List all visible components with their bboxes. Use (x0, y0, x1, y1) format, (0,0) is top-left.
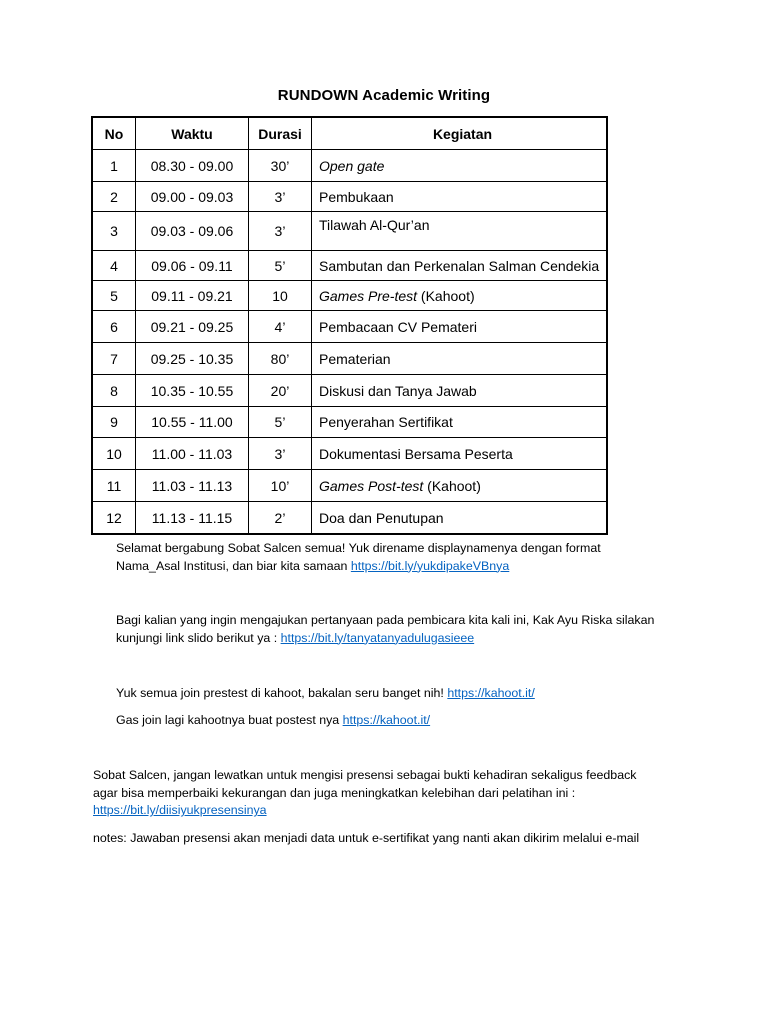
cell-waktu: 09.21 - 09.25 (136, 311, 249, 343)
column-header-kegiatan: Kegiatan (312, 117, 608, 150)
question-message (116, 612, 654, 647)
kegiatan-text: Games Post-test (319, 477, 424, 494)
cell-no: 6 (92, 311, 136, 343)
cell-waktu: 11.13 - 11.15 (136, 502, 249, 535)
cell-durasi: 80’ (249, 343, 312, 375)
cell-durasi: 2’ (249, 502, 312, 535)
cell-kegiatan (312, 502, 608, 535)
cell-waktu: 10.55 - 11.00 (136, 407, 249, 438)
pretest-kahoot-link[interactable]: https://kahoot.it/ (447, 686, 535, 700)
welcome-message (116, 540, 601, 575)
table-row (92, 470, 607, 502)
cell-no: 10 (92, 438, 136, 470)
kegiatan-text: Pematerian (319, 350, 391, 367)
column-header-durasi: Durasi (249, 117, 312, 150)
question-text-line2: kunjungi link slido berikut ya : (116, 630, 281, 645)
rundown-table (91, 116, 608, 535)
cell-no: 7 (92, 343, 136, 375)
cell-kegiatan (312, 407, 608, 438)
kegiatan-text: Dokumentasi Bersama Peserta (319, 445, 513, 462)
cell-no: 1 (92, 150, 136, 182)
cell-no: 8 (92, 375, 136, 407)
cell-waktu: 09.06 - 09.11 (136, 251, 249, 281)
cell-durasi: 5’ (249, 251, 312, 281)
cell-durasi: 30’ (249, 150, 312, 182)
column-header-no: No (92, 117, 136, 150)
cell-kegiatan (312, 212, 608, 251)
cell-no: 11 (92, 470, 136, 502)
welcome-text-line2: Nama_Asal Institusi, dan biar kita samaan (116, 558, 351, 573)
kegiatan-text: Penyerahan Sertifikat (319, 414, 453, 430)
cell-kegiatan (312, 311, 608, 343)
cell-kegiatan (312, 375, 608, 407)
presensi-message (93, 767, 636, 820)
cell-waktu: 11.03 - 11.13 (136, 470, 249, 502)
posttest-kahoot-link[interactable]: https://kahoot.it/ (342, 713, 431, 727)
presensi-text-line2: agar bisa memperbaiki kekurangan dan juga meningkatkan kelebihan dari pelatihan ini : (93, 785, 576, 800)
kegiatan-text: Open gate (319, 157, 385, 174)
cell-waktu: 11.00 - 11.03 (136, 438, 249, 470)
table-row (92, 311, 607, 343)
cell-no: 9 (92, 407, 136, 438)
kegiatan-text: Doa dan Penutupan (319, 509, 444, 526)
cell-durasi: 10 (249, 281, 312, 311)
table-body (92, 150, 607, 535)
kegiatan-suffix: (Kahoot) (417, 287, 475, 304)
column-header-waktu: Waktu (136, 117, 249, 150)
cell-durasi: 3’ (249, 438, 312, 470)
posttest-text: Gas join lagi kahootnya buat postest nya (116, 713, 343, 727)
cell-kegiatan (312, 438, 608, 470)
pretest-text: Yuk semua join prestest di kahoot, bakalan seru banget nih! (116, 686, 448, 700)
table-row (92, 502, 607, 535)
cell-durasi: 3’ (249, 182, 312, 212)
kegiatan-text: Diskusi dan Tanya Jawab (319, 382, 477, 399)
table-row (92, 150, 607, 182)
welcome-text-line1: Selamat bergabung Sobat Salcen semua! Yuk direname displaynamenya dengan format (116, 541, 601, 555)
posttest-message (116, 712, 430, 730)
rename-link[interactable]: https://bit.ly/yukdipakeVBnya (350, 558, 510, 573)
cell-no: 3 (92, 212, 136, 251)
slido-link[interactable]: https://bit.ly/tanyatanyadulugasieee (280, 630, 475, 645)
cell-no: 12 (92, 502, 136, 535)
cell-kegiatan (312, 251, 608, 281)
kegiatan-text: Games Pre-test (319, 287, 418, 304)
cell-kegiatan (312, 150, 608, 182)
cell-durasi: 4’ (249, 311, 312, 343)
pretest-message (116, 685, 535, 703)
cell-durasi: 10’ (249, 470, 312, 502)
cell-durasi: 3’ (249, 212, 312, 251)
table-row (92, 182, 607, 212)
table-row (92, 251, 607, 281)
cell-waktu: 09.25 - 10.35 (136, 343, 249, 375)
table-header-row (92, 117, 607, 150)
cell-waktu: 09.11 - 09.21 (136, 281, 249, 311)
cell-kegiatan (312, 470, 608, 502)
cell-no: 2 (92, 182, 136, 212)
kegiatan-text: Pembacaan CV Pemateri (319, 318, 477, 335)
presensi-text-line1: Sobat Salcen, jangan lewatkan untuk mengisi presensi sebagai bukti kehadiran sekaligus feedback (93, 768, 637, 782)
kegiatan-suffix: (Kahoot) (423, 477, 481, 494)
document-title: RUNDOWN Academic Writing (277, 87, 491, 104)
table-row (92, 343, 607, 375)
table-row (92, 212, 607, 251)
table-row (92, 375, 607, 407)
cell-waktu: 08.30 - 09.00 (136, 150, 249, 182)
table-row (92, 438, 607, 470)
notes-text: notes: Jawaban presensi akan menjadi data untuk e-sertifikat yang nanti akan dikirim melalui e-mail (93, 831, 640, 845)
cell-waktu: 10.35 - 10.55 (136, 375, 249, 407)
kegiatan-text: Sambutan dan Perkenalan Salman Cendekia (319, 257, 600, 274)
cell-no: 4 (92, 251, 136, 281)
table-row (92, 281, 607, 311)
cell-waktu: 09.00 - 09.03 (136, 182, 249, 212)
cell-durasi: 20’ (249, 375, 312, 407)
question-text-line1: Bagi kalian yang ingin mengajukan pertanyaan pada pembicara kita kali ini, Kak Ayu Riska silakan (116, 613, 655, 627)
presensi-link[interactable]: https://bit.ly/diisiyukpresensinya (93, 803, 267, 817)
table-row (92, 407, 607, 438)
cell-waktu: 09.03 - 09.06 (136, 212, 249, 251)
kegiatan-text: Pembukaan (319, 188, 394, 205)
cell-kegiatan (312, 182, 608, 212)
cell-no: 5 (92, 281, 136, 311)
cell-kegiatan (312, 343, 608, 375)
kegiatan-text: Tilawah Al-Qur’an (319, 217, 430, 233)
cell-kegiatan (312, 281, 608, 311)
cell-durasi: 5’ (249, 407, 312, 438)
